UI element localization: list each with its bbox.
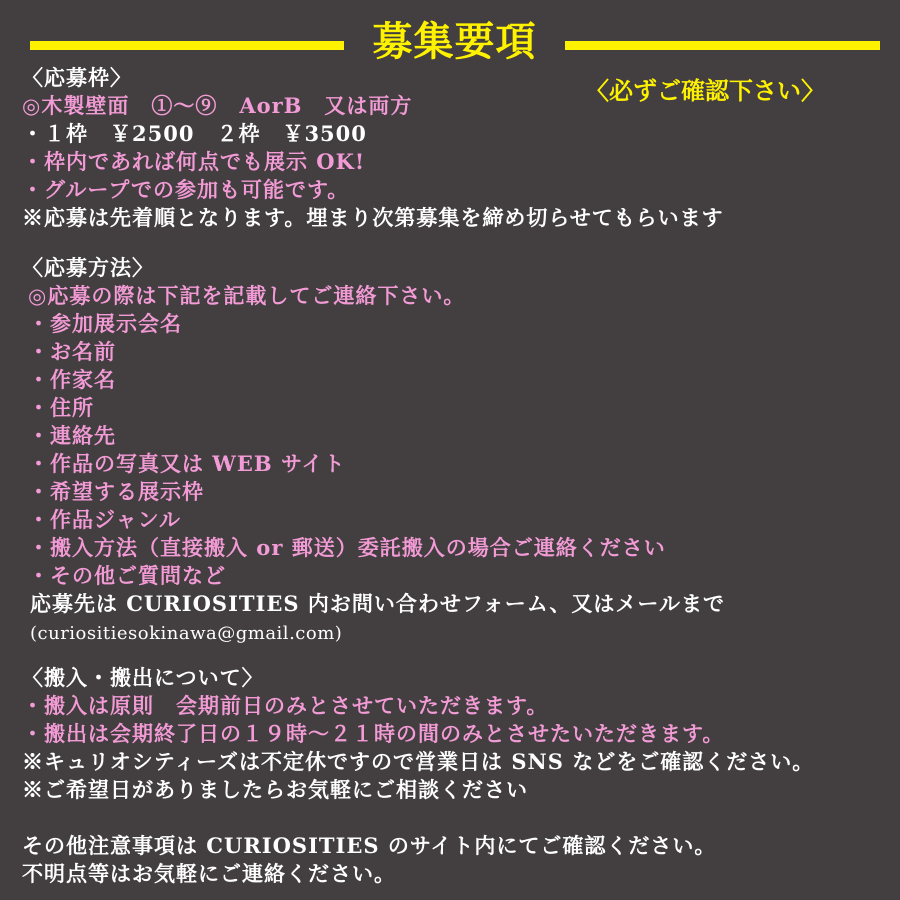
- list-item: ・作品ジャンル: [28, 507, 182, 532]
- contact-text: 応募先は CURIOSITIES 内お問い合わせフォーム、又はメールまで: [30, 591, 725, 616]
- list-item: ・住所: [28, 395, 94, 420]
- list-item: ※ご希望日がありましたらお気軽にご相談ください: [22, 777, 528, 802]
- list-item: ・お名前: [28, 339, 116, 364]
- title-rule-right: [565, 41, 880, 50]
- list-item: ・希望する展示枠: [28, 479, 204, 504]
- page-title: 募集要項: [372, 18, 537, 65]
- section-heading-entry-slots: 〈応募枠〉: [22, 65, 132, 90]
- section-heading-delivery: 〈搬入・搬出について〉: [22, 665, 264, 690]
- list-item: ※応募は先着順となります。埋まり次第募集を締め切らせてもらいます: [22, 205, 724, 230]
- section-heading-how-to-apply: 〈応募方法〉: [22, 255, 154, 280]
- notice-label: 〈必ずご確認下さい〉: [585, 76, 825, 105]
- list-item: ・作家名: [28, 367, 116, 392]
- title-rule-left: [30, 41, 344, 50]
- list-item: ◎応募の際は下記を記載してご連絡下さい。: [28, 283, 466, 308]
- list-item: ・１枠 ￥2500 ２枠 ￥3500: [22, 121, 367, 146]
- list-item: ・参加展示会名: [28, 311, 182, 336]
- list-item: ・搬入は原則 会期前日のみとさせていただきます。: [22, 693, 549, 718]
- contact-email: (curiositiesokinawa@gmail.com): [30, 623, 343, 644]
- list-item: ・グループでの参加も可能です。: [22, 177, 350, 202]
- list-item: ・連絡先: [28, 423, 116, 448]
- footer-note: 不明点等はお気軽にご連絡ください。: [22, 861, 396, 886]
- list-item: ・搬出は会期終了日の１９時〜２１時の間のみとさせたいただきます。: [22, 721, 725, 746]
- list-item: ・枠内であれば何点でも展示 OK!: [22, 149, 366, 174]
- list-item: ・搬入方法（直接搬入 or 郵送）委託搬入の場合ご連絡ください: [28, 535, 666, 560]
- list-item: ◎木製壁面 ①〜⑨ AorB 又は両方: [22, 93, 413, 118]
- list-item: ※キュリオシティーズは不定休ですので営業日は SNS などをご確認ください。: [22, 749, 815, 774]
- list-item: ・作品の写真又は WEB サイト: [28, 451, 346, 476]
- list-item: ・その他ご質問など: [28, 563, 226, 588]
- footer-note: その他注意事項は CURIOSITIES のサイト内にてご確認ください。: [22, 833, 717, 858]
